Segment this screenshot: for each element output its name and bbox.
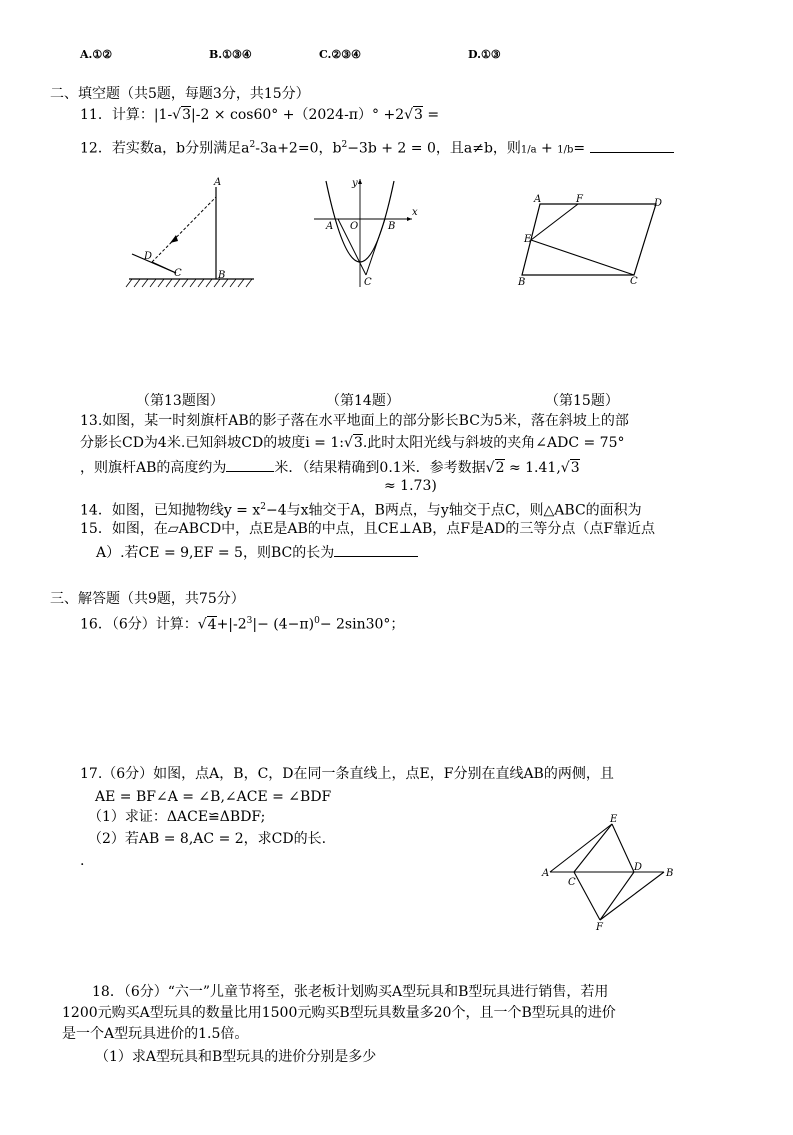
question-16: 16．（6分）计算：$√4+|-2^3|- (4-\pi)^0- 2\sin 30^\circ$； [80, 616, 405, 633]
question-18-line1: 18．（6分）“六一”儿童节将至，张老板计划购买A型玩具和B型玩具进行销售，若用 [92, 984, 609, 1000]
answer-blank-12[interactable] [590, 138, 674, 153]
question-15-line2: A）.若CE = 9,EF = 5，则BC的长为 [96, 542, 418, 562]
fig17-label-d: D [634, 862, 643, 873]
figure-15 [516, 192, 666, 292]
answer-blank-13[interactable] [226, 457, 274, 472]
fig17-label-b: B [666, 868, 674, 879]
fig15-label-a: A [534, 194, 542, 205]
question-17-line2: AE = BF∠A = ∠B,∠ACE = ∠BDF [95, 789, 332, 805]
question-14: 14．如图，已知抛物线$y = x^2-4$与x轴交于A，B两点，与y轴交于点C，则△ABC的面积为 [80, 502, 642, 519]
fig15-label-d: D [654, 198, 663, 209]
fig17-label-f: F [596, 922, 603, 933]
fig15-label-c: C [630, 276, 638, 287]
question-15-line1: 15．如图，在▱ABCD中，点E是AB的中点，且CE⊥AB，点F是AD的三等分点（点F靠近点 [80, 521, 656, 537]
question-13-line1: 13.如图，某一时刻旗杆AB的影子落在水平地面上的部分影长BC为5米，落在斜坡上的部 [80, 413, 629, 429]
fig14-label-o: O [350, 221, 359, 232]
fig17-label-a: A [542, 868, 550, 879]
fig13-label-c: C [174, 268, 182, 279]
question-18-line3: 是一个A型玩具进价的1.5倍。 [62, 1026, 249, 1042]
fig15-label-f: F [576, 194, 583, 205]
question-12: 12．若实数a，b分别满足$a^2-3a+2=0$，$b^2-3b + 2 = 0$，且a≠b，则1/a + 1/b= [80, 136, 674, 160]
caption-15: （第15题） [545, 393, 619, 409]
fig13-label-b: B [218, 270, 226, 281]
caption-14: （第14题） [326, 393, 400, 409]
figure-14 [308, 175, 418, 290]
question-13-line4: ≈ 1.73) [384, 478, 437, 494]
fig15-label-b: B [518, 277, 526, 288]
figure-13 [124, 175, 259, 295]
caption-13: （第13题图） [136, 393, 224, 409]
question-17-line4: （2）若AB = 8,AC = 2，求CD的长. [88, 831, 327, 847]
figure-17 [538, 812, 678, 932]
question-13-line2: 分影长CD为4米.已知斜坡CD的坡度i = 1:√3.此时太阳光线与斜坡的夹角∠ADC = 75° [80, 435, 625, 451]
option-c: C.②③④ [319, 48, 361, 61]
question-13-line3: ，则旗杆AB的高度约为 米．（结果精确到0.1米．参考数据√2 ≈ 1.41,√3 [80, 457, 580, 477]
fig14-label-y: y [352, 178, 358, 189]
question-18-line2: 1200元购买A型玩具的数量比用1500元购买B型玩具数量多20个，且一个B型玩具的进价 [62, 1005, 616, 1021]
fig13-label-d: D [144, 251, 153, 262]
answer-blank-15[interactable] [334, 542, 418, 557]
option-d: D.①③ [468, 48, 501, 61]
fig14-label-b: B [388, 221, 396, 232]
question-11: 11．计算：|1-√3|-2 × cos60° +（2024-π）° +2√3 = [80, 107, 440, 123]
section3-title: 三、解答题（共9题，共75分） [50, 591, 245, 607]
fig14-label-x: x [412, 207, 418, 218]
question-17-dot: . [80, 853, 85, 869]
fig15-label-e: E [524, 234, 532, 245]
question-18-line4: （1）求A型玩具和B型玩具的进价分别是多少 [95, 1049, 377, 1065]
fig17-label-c: C [568, 877, 576, 888]
question-17-line1: 17.（6分）如图，点A，B，C，D在同一条直线上，点E，F分别在直线AB的两侧，且 [80, 766, 614, 782]
option-a: A.①② [80, 48, 113, 61]
fig14-label-a: A [326, 221, 334, 232]
question-17-line3: （1）求证：ΔACE≌ΔBDF; [88, 809, 266, 825]
fig17-label-e: E [610, 814, 618, 825]
fig14-label-c: C [364, 277, 372, 288]
section2-title: 二、填空题（共5题，每题3分，共15分） [50, 86, 310, 102]
option-b: B.①③④ [209, 48, 252, 61]
fig13-label-a: A [214, 177, 222, 188]
